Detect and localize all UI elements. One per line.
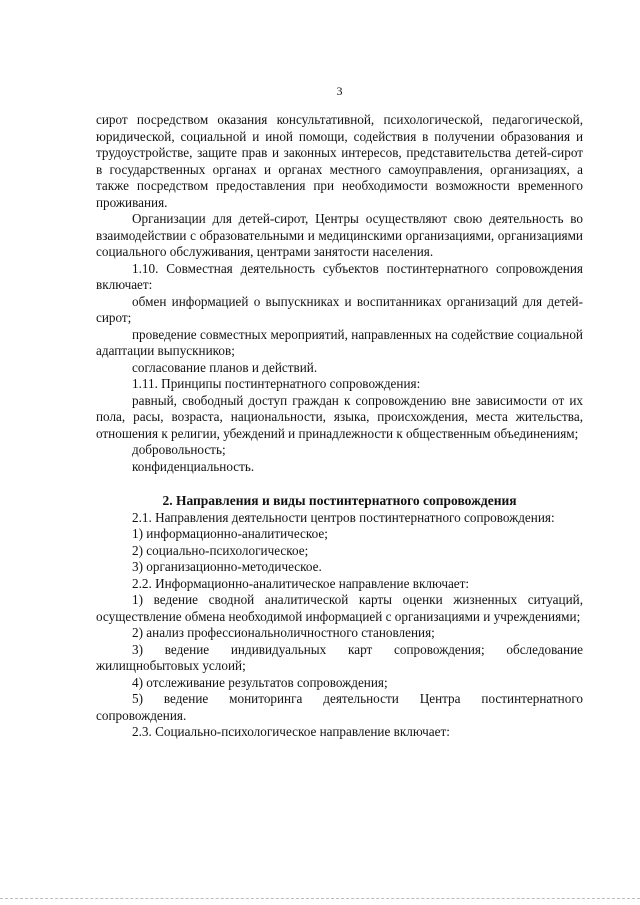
- list-item: конфиденциальность.: [132, 458, 255, 474]
- list-item: проведение совместных мероприятий, направленных на содействие социальной адаптации выпускников;: [96, 326, 583, 358]
- list-item: 3) организационно-методическое.: [132, 559, 322, 574]
- list-item: 4) отслеживание результатов сопровождения;: [132, 674, 388, 690]
- section-heading: 2. Направления и виды постинтернатного сопровождения: [162, 493, 517, 508]
- list-item: 1) информационно-аналитическое;: [132, 526, 328, 541]
- paragraph: 2.3. Социально-психологическое направление включает:: [132, 724, 450, 739]
- document-body: [96, 112, 583, 741]
- list-item: 2) социально-психологическое;: [132, 542, 309, 558]
- section-spacer: [96, 475, 583, 493]
- list-item: 5) ведение мониторинга деятельности Центра постинтернатного сопровождения.: [96, 691, 583, 723]
- paragraph: сирот посредством оказания консультативной, психологической, педагогической, юридической, социальной и иной помощи, содействия в получении образования и трудоустройстве, защите прав и законных интересов, представительства детей-сирот в государственных органах и органах местного самоуправления, организациях, а также посредством предоставления при необходимости возможности временного проживания.: [96, 112, 583, 210]
- list-item: согласование планов и действий.: [132, 359, 318, 375]
- paragraph: 2.1. Направления деятельности центров постинтернатного сопровождения:: [132, 509, 555, 525]
- page-number: 3: [336, 84, 343, 98]
- list-item: обмен информацией о выпускниках и воспитанниках организаций для детей-сирот;: [96, 293, 583, 325]
- list-item: равный, свободный доступ граждан к сопровождению вне зависимости от их пола, расы, возраста, национальности, языка, происхождения, места жительства, отношения к религии, убеждений и принадлежности к общественным объединениям;: [96, 392, 583, 441]
- list-item: добровольность;: [132, 442, 226, 457]
- list-item: 3) ведение индивидуальных карт сопровождения; обследование жилищнобытовых услоий;: [96, 641, 583, 673]
- paragraph: 1.10. Совместная деятельность субъектов постинтернатного сопровождения включает:: [96, 260, 583, 292]
- document-page: [96, 0, 583, 905]
- paragraph: 2.2. Информационно-аналитическое направление включает:: [132, 575, 470, 591]
- list-item: 2) анализ профессиональноличностного становления;: [132, 625, 435, 640]
- scan-edge-divider: [0, 898, 640, 899]
- paragraph: 1.11. Принципы постинтернатного сопровождения:: [132, 376, 421, 391]
- paragraph: Организации для детей-сирот, Центры осуществляют свою деятельность во взаимодействии с образовательными и медицинскими организациями, организациями социального обслуживания, центрами занятости населения.: [96, 211, 583, 259]
- list-item: 1) ведение сводной аналитической карты оценки жизненных ситуаций, осуществление обмена необходимой информацией с организациями и учреждениями;: [96, 592, 583, 624]
